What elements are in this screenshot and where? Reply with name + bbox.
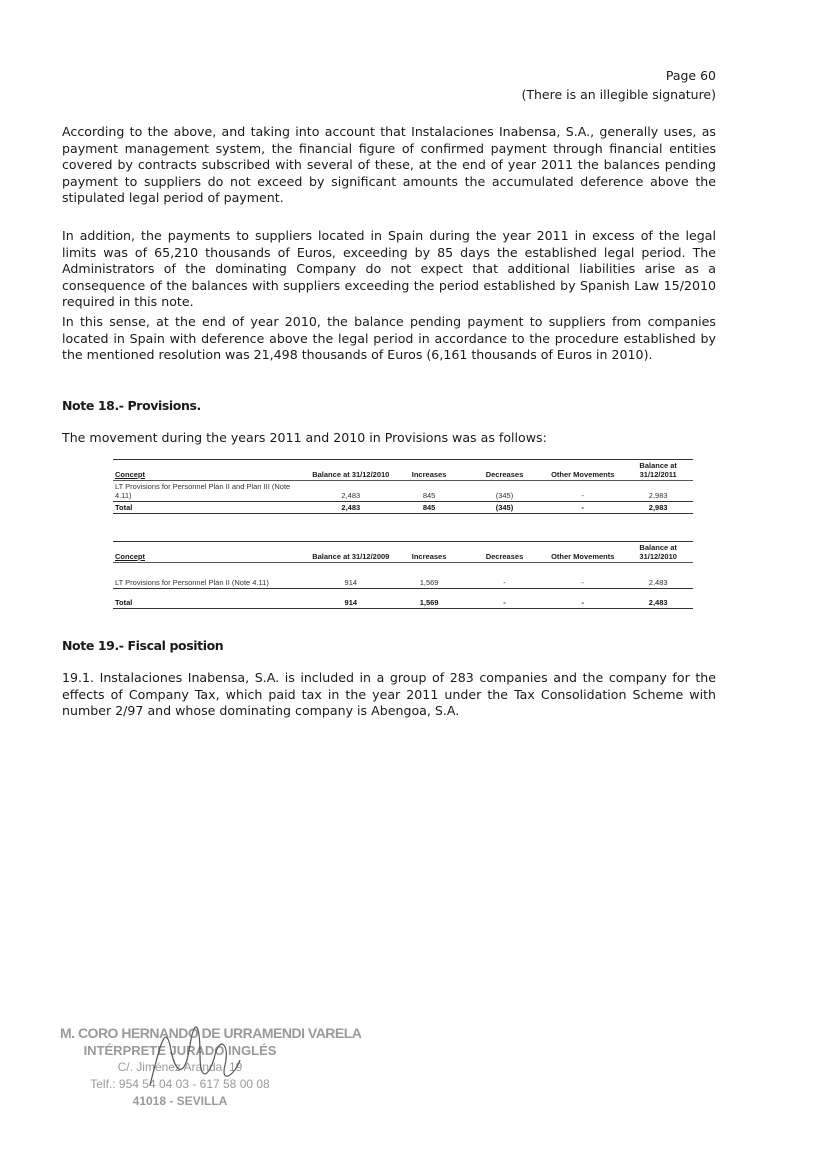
provisions-table-2010 (113, 541, 693, 609)
cell: - (581, 503, 585, 512)
provisions-table-2011 (113, 459, 693, 514)
col-header: Decreases (485, 470, 524, 479)
note-19-title: Note 19.- Fiscal position (62, 638, 224, 653)
cell: 914 (344, 578, 358, 587)
cell: 845 (422, 503, 436, 512)
cell: (345) (495, 491, 514, 500)
cell: 914 (344, 598, 358, 607)
total-row (113, 589, 693, 609)
col-header: Balance at 31/12/2011 (639, 461, 677, 479)
col-header: Concept (115, 470, 145, 479)
cell: 2,983 (648, 491, 668, 500)
cell: - (581, 598, 585, 607)
page-number: Page 60 (665, 68, 716, 83)
table-row (113, 481, 693, 502)
note-19-text: 19.1. Instalaciones Inabensa, S.A. is included in a group of 283 companies and the company for the effects of Company Tax, which paid tax in the year 2011 under the Tax Consolidation Scheme with number 2/97 and whose dominating company is Abengoa, S.A. (62, 670, 716, 719)
signature-note: (There is an illegible signature) (521, 87, 716, 102)
col-header: Other Movements (551, 470, 615, 479)
note-18-intro: The movement during the years 2011 and 2010 in Provisions was as follows: (62, 430, 547, 445)
page-header (521, 66, 716, 104)
cell: 2,983 (648, 503, 668, 512)
cell: (345) (495, 503, 514, 512)
total-row (113, 502, 693, 514)
col-header: Concept (115, 552, 145, 561)
col-header: Decreases (485, 552, 524, 561)
cell: Total (115, 598, 133, 607)
stamp-line: Telf.: 954 54 04 03 - 617 58 00 08 (90, 1077, 270, 1091)
cell: LT Provisions for Personnel Plan II (Note 4.11) (115, 578, 269, 587)
cell: 2,483 (648, 598, 668, 607)
cell: 2,483 (648, 578, 668, 587)
col-header: Balance at 31/12/2010 (312, 470, 390, 479)
cell: Total (115, 503, 133, 512)
col-header: Increases (411, 470, 447, 479)
stamp-line: M. CORO HERNANDO DE URRAMENDI VARELA (60, 1025, 362, 1041)
cell: - (503, 598, 506, 607)
handwritten-signature (140, 1005, 280, 1105)
cell: 2,483 (341, 491, 361, 500)
cell: 1,569 (419, 598, 439, 607)
paragraph: In this sense, at the end of year 2010, the balance pending payment to suppliers from companies located in Spain with deference above the legal period in accordance to the procedure established by the mentioned resolution was 21,498 thousands of Euros (6,161 thousands of Euros in 2010). (62, 314, 716, 363)
cell: 845 (422, 491, 436, 500)
cell: 1,569 (419, 578, 439, 587)
col-header: Increases (411, 552, 447, 561)
stamp-line: 41018 - SEVILLA (132, 1094, 228, 1108)
cell: - (503, 578, 506, 587)
col-header: Other Movements (551, 552, 615, 561)
paragraph: According to the above, and taking into account that Instalaciones Inabensa, S.A., generally uses, as payment management system, the financial figure of confirmed payment through financial entities covered by contracts subscribed with several of these, at the end of year 2011 the balances pending payment to suppliers do not exceed by significant amounts the accumulated deference above the stipulated legal period of payment. (62, 124, 716, 206)
stamp-line: INTÉRPRETE JURADO INGLÉS (83, 1043, 277, 1058)
col-header: Balance at 31/12/2010 (639, 543, 677, 561)
cell: - (581, 491, 585, 500)
note-18-title: Note 18.- Provisions. (62, 398, 201, 413)
cell: LT Provisions for Personnel Plan II and Plan III (Note 4.11) (115, 482, 291, 500)
stamp-line: C/. Jiménez Aranda, 19 (117, 1060, 243, 1074)
cell: 2,483 (341, 503, 361, 512)
cell: - (581, 578, 585, 587)
col-header: Balance at 31/12/2009 (312, 552, 390, 561)
table-row (113, 563, 693, 589)
paragraph: In addition, the payments to suppliers located in Spain during the year 2011 in excess of the legal limits was of 65,210 thousands of Euros, exceeding by 85 days the established legal period. The Administrators of the dominating Company do not expect that additional liabilities arise as a consequence of the balances with suppliers exceeding the period established by Spanish Law 15/2010 required in this note. (62, 228, 716, 310)
